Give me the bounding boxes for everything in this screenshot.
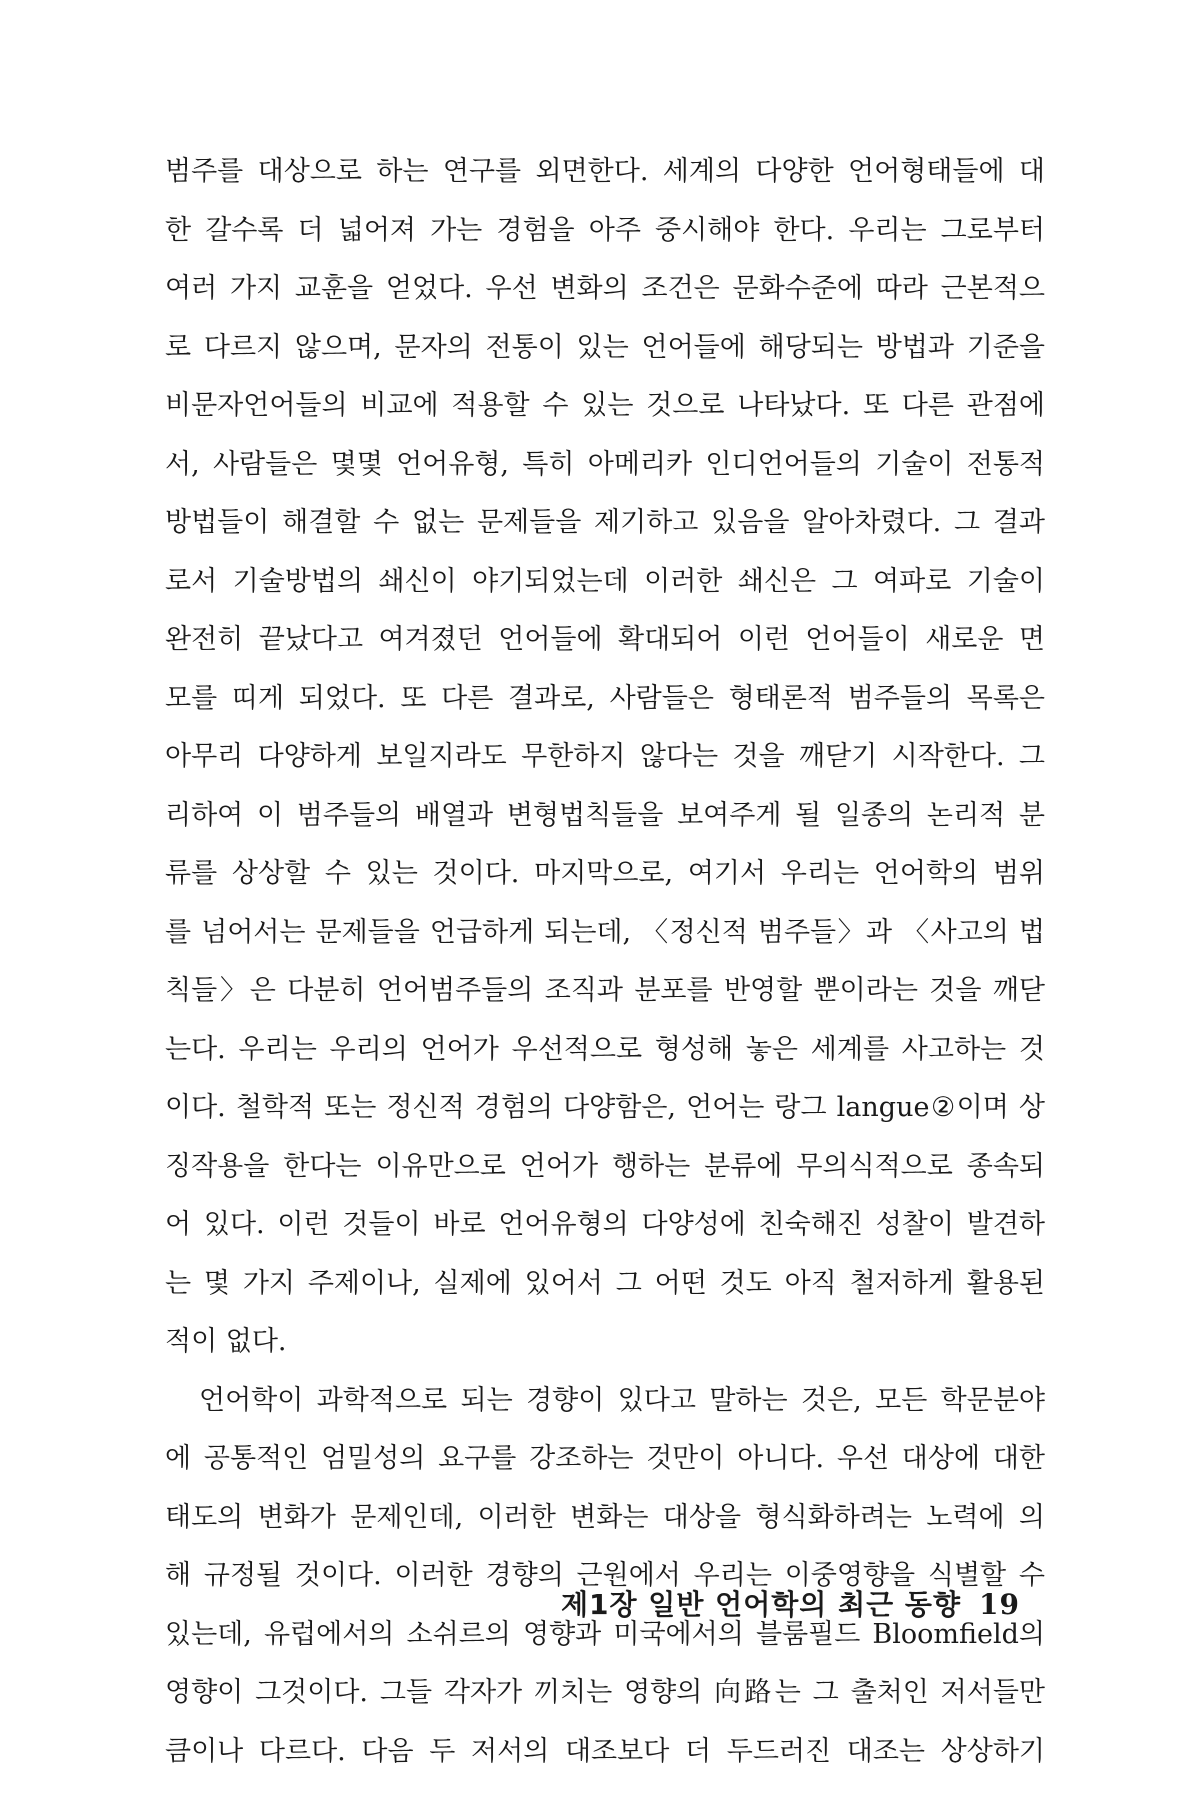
text-line: 방법들이 해결할 수 없는 문제들을 제기하고 있음을 알아차렸다. 그 결과: [165, 507, 1045, 538]
text-line: 큼이나 다르다. 다음 두 저서의 대조보다 더 두드러진 대조는 상상하기: [165, 1735, 1045, 1767]
text-line: 한 갈수록 더 넓어져 가는 경험을 아주 중시해야 한다. 우리는 그로부터: [165, 214, 1045, 246]
text-line: 는 몇 가지 주제이나, 실제에 있어서 그 어떤 것도 아직 철저하게 활용된: [165, 1267, 1045, 1299]
text-line: 로 다르지 않으며, 문자의 전통이 있는 언어들에 해당되는 방법과 기준을: [165, 331, 1045, 363]
page-footer: [540, 1583, 1020, 1623]
text-line: 적이 없다.: [165, 1326, 287, 1357]
paragraph-2: [165, 1372, 1045, 1782]
text-line: 있는데, 유럽에서의 소쉬르의 영향과 미국에서의 블룸필드 Bloomfield의: [165, 1618, 1045, 1650]
chapter-title: 제1장 일반 언어학의 최근 동향: [560, 1588, 962, 1621]
body-text: [165, 143, 1045, 1781]
text-line: 여러 가지 교훈을 얻었다. 우선 변화의 조건은 문화수준에 따라 근본적으: [165, 273, 1045, 304]
text-line: 로서 기술방법의 쇄신이 야기되었는데 이러한 쇄신은 그 여파로 기술이: [165, 565, 1045, 597]
page-number: 19: [979, 1588, 1020, 1621]
text-line: 범주를 대상으로 하는 연구를 외면한다. 세계의 다양한 언어형태들에 대: [165, 156, 1045, 187]
text-line: 영향이 그것이다. 그들 각자가 끼치는 영향의 向路는 그 출처인 저서들만: [165, 1677, 1045, 1708]
text-line: 에 공통적인 엄밀성의 요구를 강조하는 것만이 아니다. 우선 대상에 대한: [165, 1443, 1045, 1474]
text-line: 모를 띠게 되었다. 또 다른 결과로, 사람들은 형태론적 범주들의 목록은: [165, 682, 1045, 714]
text-line: 태도의 변화가 문제인데, 이러한 변화는 대상을 형식화하려는 노력에 의: [165, 1501, 1045, 1533]
text-line: 완전히 끝났다고 여겨졌던 언어들에 확대되어 이런 언어들이 새로운 면: [165, 624, 1045, 655]
paragraph-1: [165, 143, 1045, 1372]
text-line: 서, 사람들은 몇몇 언어유형, 특히 아메리카 인디언어들의 기술이 전통적: [165, 448, 1045, 480]
text-line: 언어학이 과학적으로 되는 경향이 있다고 말하는 것은, 모든 학문분야: [199, 1384, 1045, 1416]
text-line: 칙들〉은 다분히 언어범주들의 조직과 분포를 반영할 뿐이라는 것을 깨닫: [165, 975, 1045, 1006]
text-line: 이다. 철학적 또는 정신적 경험의 다양함은, 언어는 랑그 langue②이며 상: [165, 1092, 1045, 1123]
text-line: 어 있다. 이런 것들이 바로 언어유형의 다양성에 친숙해진 성찰이 발견하: [165, 1209, 1045, 1240]
text-line: 해 규정될 것이다. 이러한 경향의 근원에서 우리는 이중영향을 식별할 수: [165, 1560, 1045, 1591]
text-line: 는다. 우리는 우리의 언어가 우선적으로 형성해 놓은 세계를 사고하는 것: [165, 1033, 1045, 1065]
text-line: 아무리 다양하게 보일지라도 무한하지 않다는 것을 깨닫기 시작한다. 그: [165, 741, 1045, 772]
text-line: 류를 상상할 수 있는 것이다. 마지막으로, 여기서 우리는 언어학의 범위: [165, 858, 1045, 889]
text-line: 비문자언어들의 비교에 적용할 수 있는 것으로 나타났다. 또 다른 관점에: [165, 390, 1045, 421]
text-line: 를 넘어서는 문제들을 언급하게 되는데, 〈정신적 범주들〉과 〈사고의 법: [165, 916, 1045, 948]
text-line: 리하여 이 범주들의 배열과 변형법칙들을 보여주게 될 일종의 논리적 분: [165, 799, 1045, 831]
text-line: 징작용을 한다는 이유만으로 언어가 행하는 분류에 무의식적으로 종속되: [165, 1150, 1045, 1182]
